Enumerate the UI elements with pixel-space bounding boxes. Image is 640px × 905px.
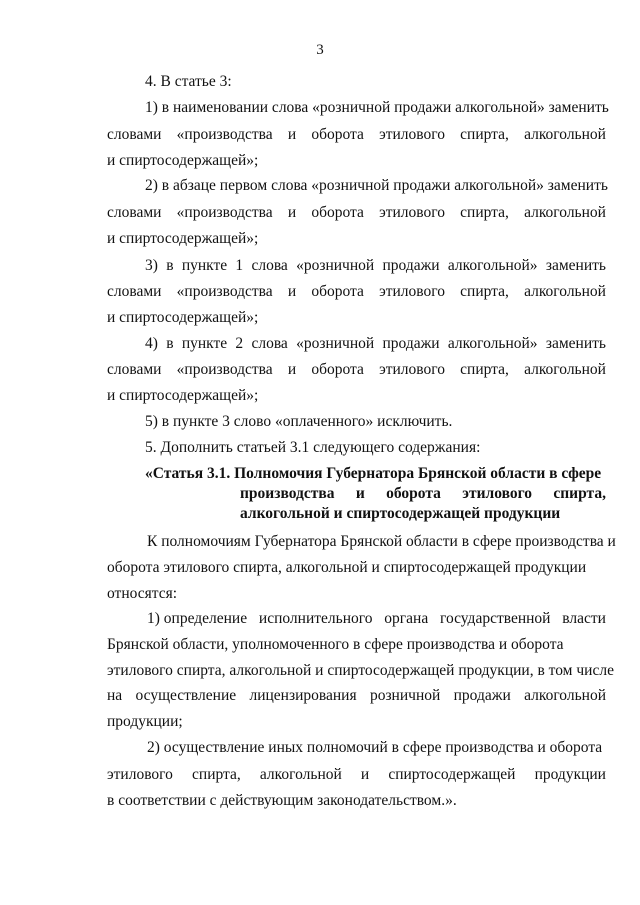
word: государственной [440,610,551,627]
word: этилового [379,126,445,143]
word: этилового [462,485,532,502]
word: пункте [181,257,228,274]
text-line-intro-l1: К полномочиям Губернатора Брянской области в сфере производства и [147,533,616,550]
page-number: 3 [316,42,324,58]
word: и [287,283,297,300]
text-line-p4-2-l2 [107,203,606,223]
word: алкогольной [524,687,606,704]
word: и [287,204,297,221]
word: заменить [545,335,606,352]
text-line-pw1-l4 [107,686,606,706]
word: алкогольной [524,126,606,143]
text-line-pw1-l1 [147,609,606,629]
word: в [166,335,174,352]
word: «производства [176,361,273,378]
word: продукции [534,766,606,783]
word: оборота [311,283,364,300]
word: словами [107,283,162,300]
text-line-p4-1-l1: 1) в наименовании слова «розничной продажи алкогольной» заменить [145,99,609,116]
word: оборота [311,126,364,143]
text-line-pw1-l3: этилового спирта, алкогольной и спиртосодержащей продукции, в том числе [107,662,614,679]
word: «производства [176,126,273,143]
word: 3) [145,257,158,274]
word: спирта, [553,485,606,502]
word: 2 [235,335,244,352]
word: «розничной [296,335,375,352]
word: производства [240,485,335,502]
text-line-p4-4-l1 [145,334,606,354]
text-line-art-l2 [240,484,606,504]
word: спирта, [460,283,509,300]
text-line-p4-4-l3: и спиртосодержащей»; [107,387,259,404]
text-line-p4-heading: 4. В статье 3: [145,73,232,90]
word: и [355,485,365,502]
text-line-intro-l2: оборота этилового спирта, алкогольной и спиртосодержащей продукции [107,559,587,576]
word: заменить [545,257,606,274]
text-line-art-l3: алкогольной и спиртосодержащей продукции [240,505,561,522]
text-line-pw1-l5: продукции; [107,713,183,730]
word: слова [251,257,288,274]
text-line-intro-l3: относятся: [107,585,178,602]
word: 4) [145,335,158,352]
text-line-p4-1-l2 [107,125,606,145]
word: спирта, [460,126,509,143]
word: «производства [176,283,273,300]
text-line-p5-heading: 5. Дополнить статьей 3.1 следующего содержания: [145,439,481,456]
word: и [287,126,297,143]
word: оборота [311,361,364,378]
text-line-pw2-l2 [107,765,606,785]
word: на [107,687,123,704]
word: пункте [181,335,228,352]
word: этилового [107,766,173,783]
text-line-p4-2-l3: и спиртосодержащей»; [107,230,259,247]
word: словами [107,126,162,143]
word: спиртосодержащей [388,766,516,783]
word: алкогольной [524,283,606,300]
word: и [360,766,370,783]
word: 1) определение [147,610,248,627]
word: этилового [379,283,445,300]
word: продажи [382,257,440,274]
word: органа [384,610,429,627]
word: лицензирования [249,687,357,704]
word: оборота [386,485,441,502]
word: исполнительного [258,610,373,627]
word: алкогольной [524,204,606,221]
word: власти [562,610,606,627]
word: алкогольной» [447,257,538,274]
text-line-p4-2-l1: 2) в абзаце первом слова «розничной продажи алкогольной» заменить [145,177,608,194]
word: 1 [235,257,244,274]
text-line-pw2-l3: в соответствии с действующим законодательством.». [107,792,457,809]
text-line-p4-3-l2 [107,282,606,302]
word: алкогольной [524,361,606,378]
word: этилового [379,361,445,378]
word: спирта, [460,204,509,221]
word: продажи [382,335,440,352]
word: словами [107,361,162,378]
text-line-p4-1-l3: и спиртосодержащей»; [107,152,259,169]
word: продажи [453,687,511,704]
word: этилового [379,204,445,221]
word: алкогольной [259,766,342,783]
word: алкогольной» [447,335,538,352]
text-line-p4-5: 5) в пункте 3 слово «оплаченного» исключить. [145,413,453,430]
text-line-p4-3-l3: и спиртосодержащей»; [107,309,259,326]
text-line-p4-4-l2 [107,360,606,380]
text-line-art-l1: «Статья 3.1. Полномочия Губернатора Брянской области в сфере [145,465,602,482]
word: спирта, [192,766,241,783]
text-line-pw2-l1: 2) осуществление иных полномочий в сфере производства и оборота [147,739,603,756]
word: «розничной [296,257,375,274]
word: оборота [311,204,364,221]
word: слова [251,335,288,352]
word: в [166,257,174,274]
text-line-p4-3-l1 [145,256,606,276]
word: «производства [176,204,273,221]
word: словами [107,204,162,221]
word: розничной [369,687,441,704]
word: и [287,361,297,378]
word: спирта, [460,361,509,378]
word: осуществление [135,687,237,704]
text-line-pw1-l2: Брянской области, уполномоченного в сфере производства и оборота [107,636,564,653]
